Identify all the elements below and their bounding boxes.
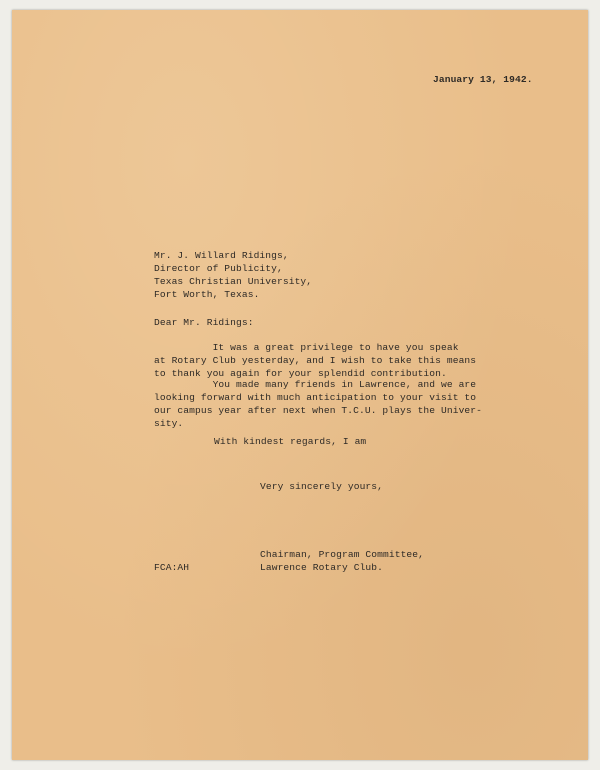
recipient-city: Fort Worth, Texas. — [154, 289, 260, 300]
paragraph-line: to thank you again for your splendid contribution. — [154, 368, 447, 379]
body-paragraph-2 — [154, 378, 482, 430]
paragraph-line: sity. — [154, 418, 184, 429]
paragraph-line: looking forward with much anticipation to your visit to — [154, 392, 477, 403]
signature-organization: Lawrence Rotary Club. — [260, 562, 384, 573]
recipient-organization: Texas Christian University, — [154, 276, 313, 287]
signature-block — [260, 548, 424, 574]
paragraph-line: It was a great privilege to have you speak — [154, 342, 459, 353]
body-paragraph-1 — [154, 341, 476, 380]
paragraph-line: You made many friends in Lawrence, and we are — [154, 379, 477, 390]
paragraph-line: our campus year after next when T.C.U. plays the Univer- — [154, 405, 483, 416]
letter-date: January 13, 1942. — [433, 74, 533, 85]
signature-title: Chairman, Program Committee, — [260, 549, 425, 560]
letter-page — [12, 10, 588, 760]
recipient-address — [154, 249, 312, 301]
salutation: Dear Mr. Ridings: — [154, 317, 254, 328]
paragraph-line: at Rotary Club yesterday, and I wish to take this means — [154, 355, 477, 366]
recipient-title: Director of Publicity, — [154, 263, 283, 274]
recipient-name: Mr. J. Willard Ridings, — [154, 250, 289, 261]
valediction: Very sincerely yours, — [260, 481, 384, 492]
closing-line: With kindest regards, I am — [214, 436, 367, 447]
typist-initials: FCA:AH — [154, 562, 190, 573]
